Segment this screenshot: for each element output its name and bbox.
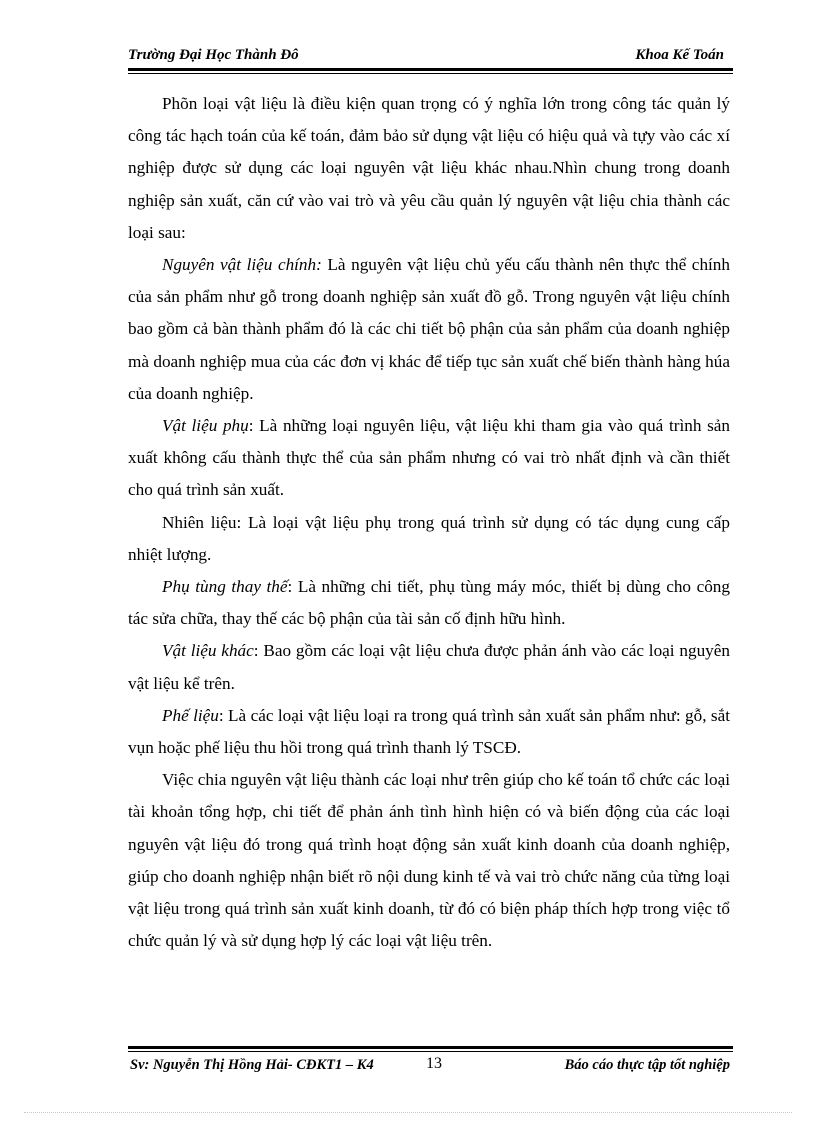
footer-student-name: Sv: Nguyễn Thị Hồng Hải- CĐKT1 – K4 — [130, 1057, 374, 1073]
header-rule — [128, 68, 733, 74]
paragraph-text: Việc chia nguyên vật liệu thành các loại như trên giúp cho kế toán tổ chức các loại tài khoản tổng hợp, chi tiết để phản ánh tình hình hiện có và biến động của các loại nguyên vật liệu đó trong quá trình hoạt động sản xuất kinh doanh của doanh nghiệp, giúp cho doanh nghiệp nhận biết rõ nội dung kinh tế và vai trò chức năng của từng loại vật liệu trong quá trình sản xuất kinh doanh, từ đó có biện pháp thích hợp trong việc tổ chức quản lý và sử dụng hợp lý các loại vật liệu trên. — [128, 770, 730, 951]
page-number: 13 — [426, 1055, 442, 1072]
page-footer — [130, 1057, 730, 1077]
paragraph-spare-parts — [128, 571, 730, 635]
header-faculty-name: Khoa Kế Toán — [635, 47, 724, 63]
paragraph-main-material — [128, 249, 730, 410]
paragraph-conclusion — [128, 764, 730, 957]
paragraph-auxiliary-material — [128, 410, 730, 507]
paragraph-scrap — [128, 700, 730, 764]
document-body — [128, 88, 730, 957]
paragraph-text: : Là những chi tiết, phụ tùng máy móc, thiết bị dùng cho công tác sửa chữa, thay thế các bộ phận của tài sản cố định hữu hình. — [128, 577, 730, 629]
paragraph-term: Nguyên vật liệu chính: — [162, 255, 322, 275]
paragraph-text: Là nguyên vật liệu chủ yếu cấu thành nên thực thể chính của sản phẩm như gỗ trong doanh nghiệp sản xuất đồ gỗ. Trong nguyên vật liệu chính bao gồm cả bàn thành phẩm đó là các chi tiết bộ phận của sản phẩm của doanh nghiệp mà doanh nghiệp mua của các đơn vị khác để tiếp tục sản xuất chế biến thành hàng húa của doanh nghiệp. — [128, 255, 730, 403]
header-school-name: Trường Đại Học Thành Đô — [128, 47, 299, 63]
paragraph-fuel — [128, 507, 730, 571]
page-header — [128, 47, 730, 67]
paragraph-term: Vật liệu phụ — [162, 416, 249, 436]
paragraph-term: Phế liệu — [162, 705, 219, 725]
paragraph-other-material — [128, 635, 730, 699]
paragraph-intro — [128, 88, 730, 249]
footer-report-title: Báo cáo thực tập tốt nghiệp — [564, 1057, 730, 1073]
paragraph-text: Nhiên liệu: Là loại vật liệu phụ trong quá trình sử dụng có tác dụng cung cấp nhiệt lượng. — [128, 512, 730, 564]
paragraph-text: : Bao gồm các loại vật liệu chưa được phản ánh vào các loại nguyên vật liệu kể trên. — [128, 641, 730, 693]
page-bottom-border — [24, 1112, 792, 1113]
footer-rule — [128, 1046, 733, 1052]
paragraph-text: : Là các loại vật liệu loại ra trong quá trình sản xuất sản phẩm như: gỗ, sắt vụn hoặc phế liệu thu hồi trong quá trình thanh lý TSCĐ. — [128, 705, 730, 758]
paragraph-term: Vật liệu khác — [162, 641, 254, 661]
paragraph-term: Phụ tùng thay thế — [162, 577, 288, 597]
paragraph-text: Phõn loại vật liệu là điều kiện quan trọng có ý nghĩa lớn trong công tác quản lý công tác hạch toán của kế toán, đảm bảo sử dụng vật liệu có hiệu quả và tựy vào các xí nghiệp được sử dụng các loại nguyên vật liệu khác nhau.Nhìn chung trong doanh nghiệp sản xuất, căn cứ vào vai trò và yêu cầu quản lý nguyên vật liệu chia thành các loại sau: — [128, 94, 730, 242]
paragraph-text: : Là những loại nguyên liệu, vật liệu khi tham gia vào quá trình sản xuất không cấu thành thực thể của sản phẩm nhưng có vai trò nhất định và cần thiết cho quá trình sản xuất. — [128, 416, 730, 500]
